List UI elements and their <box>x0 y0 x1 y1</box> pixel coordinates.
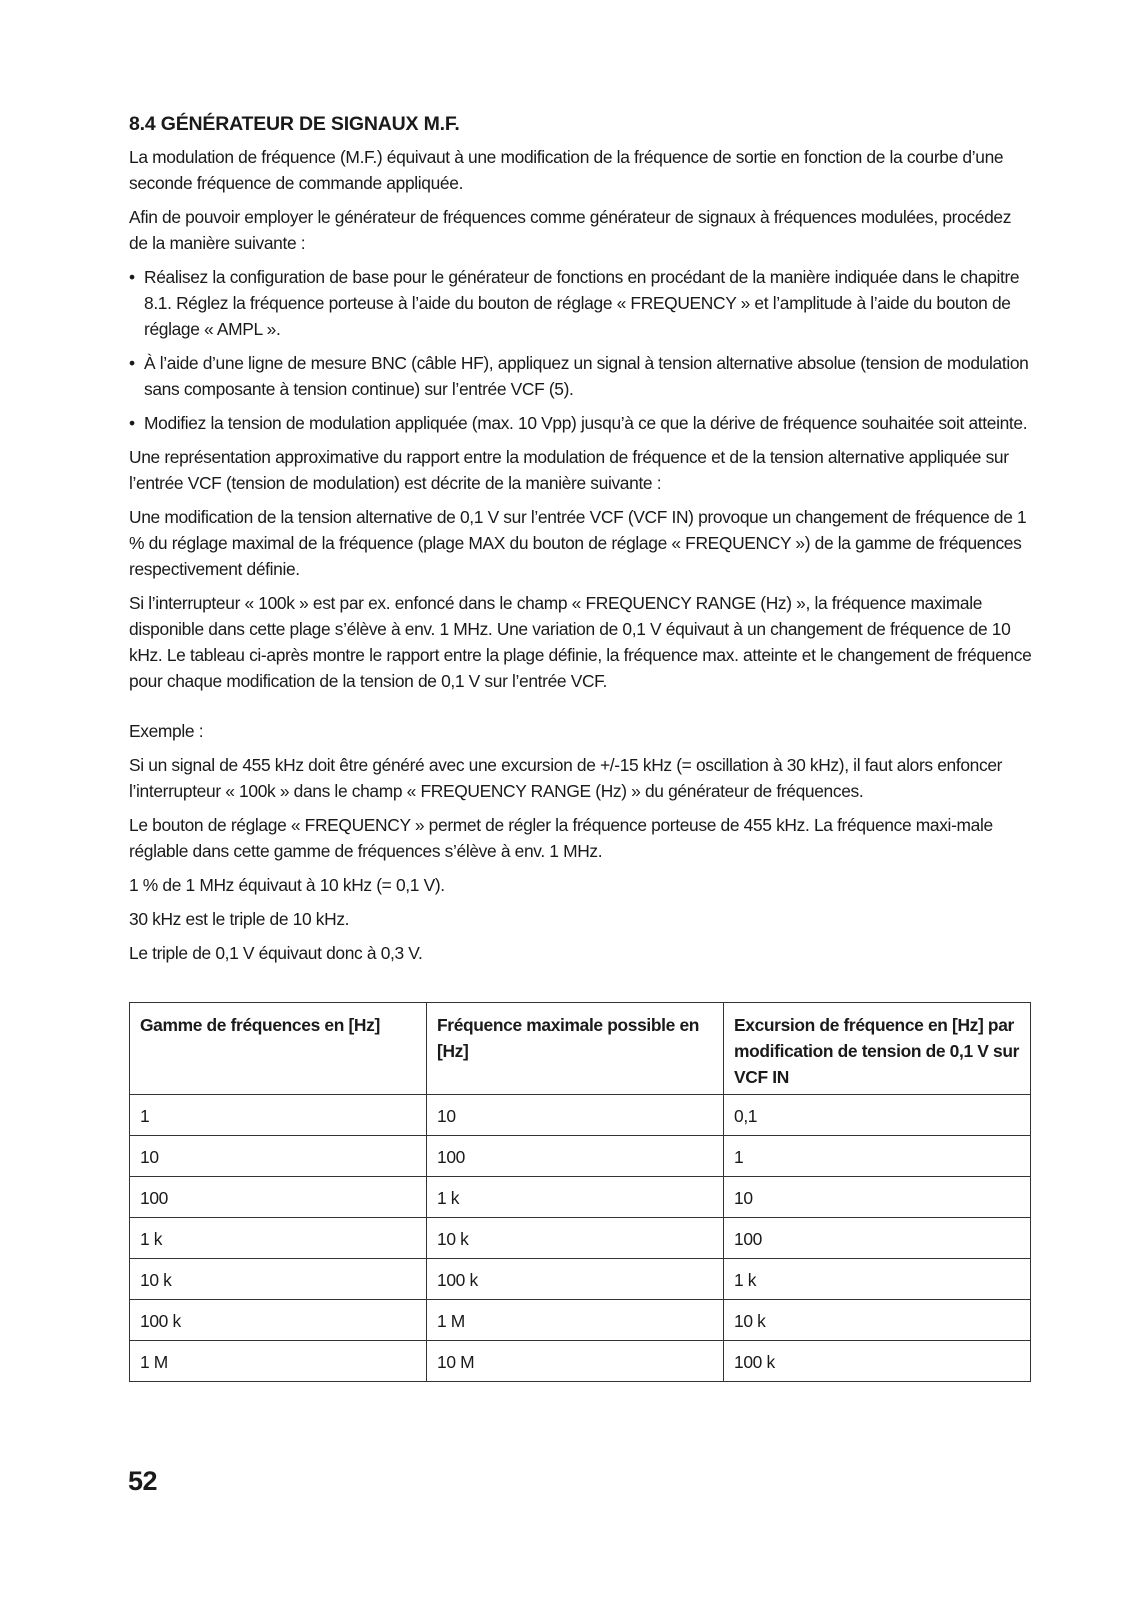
table-cell: 1 M <box>130 1341 427 1382</box>
paragraph-approximation: Une représentation approximative du rapport entre la modulation de fréquence et de la tension alternative appliquée sur l’entrée VCF (tension de modulation) est décrite de la manière suivante : <box>129 447 1009 493</box>
example-label: Exemple : <box>129 721 204 741</box>
table-cell: 100 <box>427 1136 724 1177</box>
paragraph-example-knob: Le bouton de réglage « FREQUENCY » permet de régler la fréquence porteuse de 455 kHz. La fréquence maxi-male réglable dans cette gamme de fréquences s’élève à env. 1 MHz. <box>129 815 993 861</box>
table-cell: 10 M <box>427 1341 724 1382</box>
table-header-row <box>130 1003 1031 1095</box>
spacer <box>129 702 1034 718</box>
paragraph-voltage-change: Une modification de la tension alternative de 0,1 V sur l’entrée VCF (VCF IN) provoque un changement de fréquence de 1 % du réglage maximal de la fréquence (plage MAX du bouton de réglage « FREQUENCY ») de la gamme de fréquences respectivement définie. <box>129 507 1027 579</box>
paragraph-procedure-intro: Afin de pouvoir employer le générateur de fréquences comme générateur de signaux à fréquences modulées, procédez de la manière suivante : <box>129 207 1012 253</box>
table-cell: 1 <box>724 1136 1031 1177</box>
list-item-text: À l’aide d’une ligne de mesure BNC (câble HF), appliquez un signal à tension alternative absolue (tension de modulation sans composante à tension continue) sur l’entrée VCF (5). <box>144 353 1029 399</box>
table-cell: 1 <box>130 1095 427 1136</box>
document-body <box>129 110 1034 1382</box>
paragraph-range-example: Si l’interrupteur « 100k » est par ex. enfoncé dans le champ « FREQUENCY RANGE (Hz) », la fréquence maximale disponible dans cette plage s’élève à env. 1 MHz. Une variation de 0,1 V équivaut à un changement de fréquence de 10 kHz. Le tableau ci-après montre le rapport entre la plage définie, la fréquence max. atteinte et le changement de fréquence pour chaque modification de la tension de 0,1 V sur l’entrée VCF. <box>129 593 1032 691</box>
paragraph-intro: La modulation de fréquence (M.F.) équivaut à une modification de la fréquence de sortie en fonction de la courbe d’une seconde fréquence de commande appliquée. <box>129 147 1004 193</box>
table-cell: 10 <box>724 1177 1031 1218</box>
table-row <box>130 1341 1031 1382</box>
table-row <box>130 1259 1031 1300</box>
table-cell: 10 k <box>130 1259 427 1300</box>
table-cell: 100 k <box>130 1300 427 1341</box>
table-cell: 1 k <box>724 1259 1031 1300</box>
list-item <box>129 264 1034 342</box>
table-cell: 10 k <box>427 1218 724 1259</box>
column-header-max-frequency: Fréquence maximale possible en [Hz] <box>427 1003 724 1095</box>
list-item-text: Réalisez la configuration de base pour le générateur de fonctions en procédant de la manière indiquée dans le chapitre 8.1. Réglez la fréquence porteuse à l’aide du bouton de réglage « FREQUENCY » et l’amplitude à l’aide du bouton de réglage « AMPL ». <box>144 267 1020 339</box>
table-cell: 1 k <box>427 1177 724 1218</box>
table-row <box>130 1095 1031 1136</box>
list-item-text: Modifiez la tension de modulation appliquée (max. 10 Vpp) jusqu’à ce que la dérive de fréquence souhaitée soit atteinte. <box>144 413 1028 433</box>
frequency-table <box>129 1002 1031 1382</box>
list-item <box>129 410 1034 436</box>
paragraph-example-signal: Si un signal de 455 kHz doit être généré avec une excursion de +/-15 kHz (= oscillation à 30 kHz), il faut alors enfoncer l’interrupteur « 100k » dans le champ « FREQUENCY RANGE (Hz) » du générateur de fréquences. <box>129 755 1003 801</box>
bullet-icon: • <box>129 413 135 433</box>
table-row <box>130 1177 1031 1218</box>
table-row <box>130 1300 1031 1341</box>
section-title: 8.4 GÉNÉRATEUR DE SIGNAUX M.F. <box>129 113 460 135</box>
paragraph-example-calc-3: Le triple de 0,1 V équivaut donc à 0,3 V. <box>129 943 423 963</box>
table-cell: 100 k <box>724 1341 1031 1382</box>
column-header-range: Gamme de fréquences en [Hz] <box>130 1003 427 1095</box>
table-row <box>130 1218 1031 1259</box>
table-cell: 10 <box>130 1136 427 1177</box>
column-header-excursion: Excursion de fréquence en [Hz] par modification de tension de 0,1 V sur VCF IN <box>724 1003 1031 1095</box>
page-number: 52 <box>128 1466 158 1496</box>
table-row <box>130 1136 1031 1177</box>
bullet-icon: • <box>129 267 135 287</box>
list-item <box>129 350 1034 402</box>
table-cell: 100 k <box>427 1259 724 1300</box>
procedure-list <box>129 264 1034 436</box>
table-cell: 10 k <box>724 1300 1031 1341</box>
table-cell: 100 <box>724 1218 1031 1259</box>
table-cell: 0,1 <box>724 1095 1031 1136</box>
table-cell: 1 k <box>130 1218 427 1259</box>
paragraph-example-calc-1: 1 % de 1 MHz équivaut à 10 kHz (= 0,1 V). <box>129 875 445 895</box>
table-cell: 100 <box>130 1177 427 1218</box>
bullet-icon: • <box>129 353 135 373</box>
table-cell: 1 M <box>427 1300 724 1341</box>
table-cell: 10 <box>427 1095 724 1136</box>
paragraph-example-calc-2: 30 kHz est le triple de 10 kHz. <box>129 909 350 929</box>
